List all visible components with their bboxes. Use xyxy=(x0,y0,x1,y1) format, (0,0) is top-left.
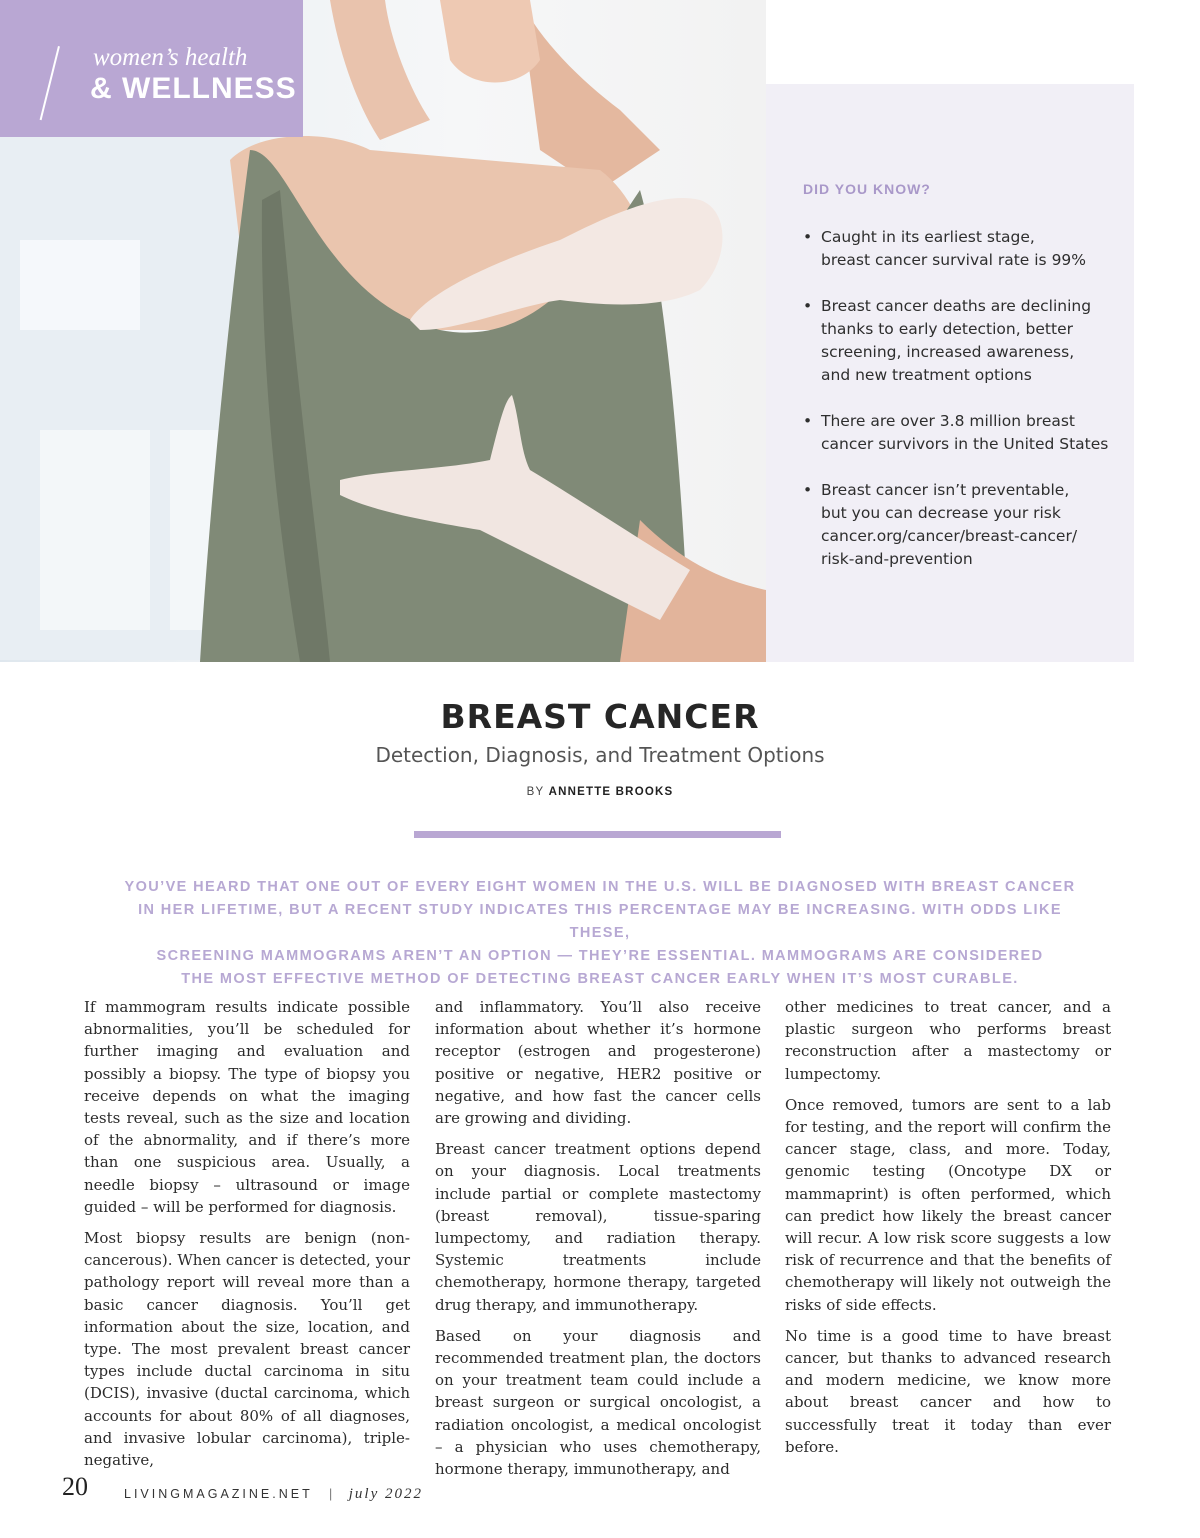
intro-paragraph: YOU’VE HEARD THAT ONE OUT OF EVERY EIGHT WOMEN IN THE U.S. WILL BE DIAGNOSED WITH BREAST CANCER IN HER LIFETIME, BUT A RECENT STUDY INDICATES THIS PERCENTAGE MAY BE INCREASING. WITH ODDS LIKE THESE, SCREENING MAMMOGRAMS AREN’T AN OPTION — THEY’RE ESSENTIAL. MAMMOGRAMS ARE CONSIDERED THE MOST EFFECTIVE METHOD OF DETECTING BREAST CANCER EARLY WHEN IT’S MOST CURABLE. xyxy=(124,879,1076,987)
section-tag xyxy=(0,0,303,137)
did-you-know-list xyxy=(803,226,1123,594)
fact-item: • Breast cancer isn’t preventable, but you can decrease your risk cancer.org/cancer/breast-cancer/ risk-and-prevention xyxy=(803,479,1123,571)
body-column-3 xyxy=(785,996,1111,1467)
paragraph: other medicines to treat cancer, and a plastic surgeon who performs breast reconstruction after a mastectomy or lumpectomy. xyxy=(785,998,1111,1083)
paragraph: If mammogram results indicate possible abnormalities, you’ll be scheduled for further imaging and evaluation and possibly a biopsy. The type of biopsy you receive depends on what the imaging tests reveal, such as the size and location of the abnormality, and if there’s more than one suspicious area. Usually, a needle biopsy – ultrasound or image guided – will be performed for diagnosis. xyxy=(84,998,410,1216)
did-you-know-title: DID YOU KNOW? xyxy=(803,181,931,197)
tag-slash xyxy=(40,46,60,120)
byline xyxy=(0,786,1200,798)
did-you-know-box xyxy=(766,84,1134,662)
page-number: 20 xyxy=(62,1472,88,1501)
body-column-2 xyxy=(435,996,761,1489)
footer-site: LIVINGMAGAZINE.NET xyxy=(124,1487,313,1501)
paragraph: Breast cancer treatment options depend on your diagnosis. Local treatments include partial or complete mastectomy (breast removal), tissue-sparing lumpectomy, and radiation therapy. Systemic treatments include chemotherapy, hormone therapy, targeted drug therapy, and immunotherapy. xyxy=(435,1140,761,1314)
footer-credit xyxy=(124,1486,423,1503)
footer-separator: | xyxy=(329,1487,333,1501)
paragraph: No time is a good time to have breast cancer, but thanks to advanced research and modern medicine, we know more about breast cancer and how to successfully treat it today than ever before. xyxy=(785,1326,1111,1456)
body-column-1 xyxy=(84,996,410,1480)
paragraph: and inflammatory. You’ll also receive information about whether it’s hormone receptor (estrogen and progesterone) positive or negative, HER2 positive or negative, and how fast the cancer cells are growing and dividing. xyxy=(435,998,761,1128)
fact-item: • Breast cancer deaths are declining thanks to early detection, better screening, increased awareness, and new treatment options xyxy=(803,295,1123,387)
paragraph: Based on your diagnosis and recommended treatment plan, the doctors on your treatment team could include a breast surgeon or surgical oncologist, a radiation oncologist, a medical oncologist – a physician who uses chemotherapy, hormone therapy, immunotherapy, and xyxy=(435,1326,761,1479)
article-title: BREAST CANCER xyxy=(440,697,760,736)
author-name: ANNETTE BROOKS xyxy=(548,786,674,798)
fact-item: • Caught in its earliest stage, breast cancer survival rate is 99% xyxy=(803,226,1123,272)
byline-prefix: BY xyxy=(526,786,545,798)
title-rule xyxy=(414,831,781,838)
section-tag-line2: & WELLNESS xyxy=(90,72,297,105)
section-tag-line1: women’s health xyxy=(93,44,248,71)
paragraph: Once removed, tumors are sent to a lab for testing, and the report will confirm the cancer stage, class, and more. Today, genomic testing (Oncotype DX or mammaprint) is often performed, which can predict how likely the breast cancer will recur. A low risk score suggests a low risk of recurrence and that the benefits of chemotherapy will likely not outweigh the risks of side effects. xyxy=(785,1095,1111,1314)
footer-date: july 2022 xyxy=(348,1486,423,1502)
article-subtitle: Detection, Diagnosis, and Treatment Options xyxy=(375,743,825,767)
fact-item: • There are over 3.8 million breast cancer survivors in the United States xyxy=(803,410,1123,456)
paragraph: Most biopsy results are benign (non-cancerous). When cancer is detected, your pathology report will reveal more than a basic cancer diagnosis. You’ll get information about the size, location, and type. The most prevalent breast cancer types include ductal carcinoma in situ (DCIS), invasive (ductal carcinoma, which accounts for about 80% of all diagnoses, and invasive lobular carcinoma), triple-negative, xyxy=(84,1229,410,1470)
